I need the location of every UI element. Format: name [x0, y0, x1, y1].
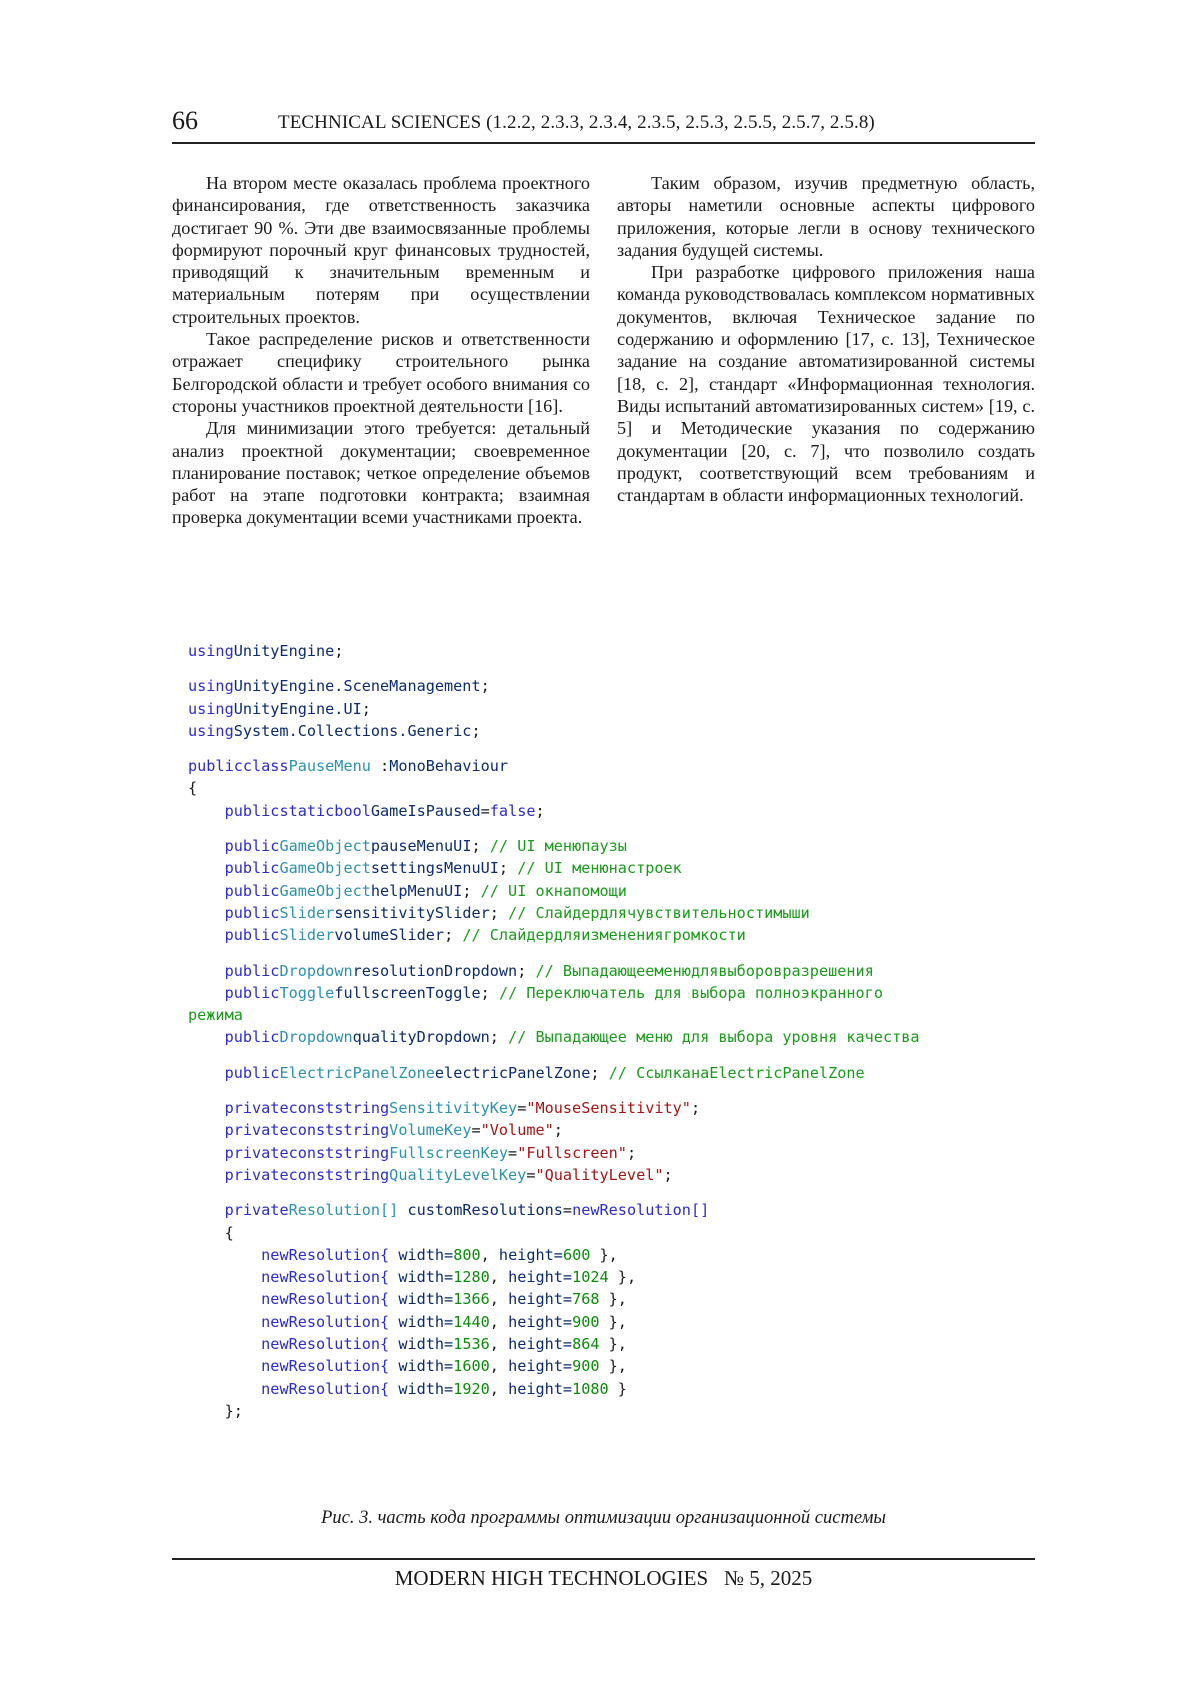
code-line: publicstaticboolGameIsPaused=false; — [224, 801, 545, 820]
code-line: privateconststringFullscreenKey="Fullscreen"; — [224, 1143, 637, 1162]
code-line: { — [224, 1223, 234, 1242]
code-line: privateconststringQualityLevelKey="QualityLevel"; — [224, 1165, 673, 1184]
paragraph: Для минимизации этого требуется: детальный анализ проектной документации; своевременное планирование поставок; четкое определение объемов работ на этапе подготовки контракта; взаимная проверка документации всеми участниками проекта. — [172, 418, 590, 528]
code-line: publicSlidervolumeSlider; // Слайдердляизменениягромкости — [224, 926, 746, 945]
page-number: 66 — [172, 106, 198, 135]
code-line: newResolution{ width=800, height=600 }, — [261, 1245, 618, 1264]
code-line: usingUnityEngine; — [188, 642, 344, 660]
code-line: publicclassPauseMenu :MonoBehaviour — [188, 757, 509, 776]
footer-journal: MODERN HIGH TECHNOLOGIES — [394, 1566, 709, 1590]
code-line: newResolution{ width=1600, height=900 }, — [261, 1357, 627, 1376]
code-line: }; — [224, 1401, 243, 1420]
code-line: usingSystem.Collections.Generic; — [188, 721, 481, 740]
footer-issue: № 5, 2025 — [723, 1566, 813, 1590]
code-line: newResolution{ width=1280, height=1024 }, — [261, 1268, 637, 1287]
code-line: privateResolution[] customResolutions=newResolution[] — [224, 1201, 710, 1220]
code-line: publicTogglefullscreenToggle; // Переключатель для выбора полноэкранного — [224, 983, 883, 1002]
paragraph: При разработке цифрового приложения наша команда руководствовалась комплексом нормативных документов, включая Техническое задание по содержанию и оформлению [17, с. 13], Техническое задание на создание автоматизированной системы [18, с. 2], стандарт «Информационная технология. Виды испытаний автоматизированных систем» [19, с. 5] и Методические указания по содержанию документации [20, с. 7], что позволило создать продукт, соответствующий всем требованиям и стандартам в области информационных технологий. — [617, 262, 1035, 506]
code-line: publicElectricPanelZoneelectricPanelZone; // СсылканаElectricPanelZone — [224, 1063, 865, 1082]
running-header — [172, 104, 1035, 144]
code-line: newResolution{ width=1536, height=864 }, — [261, 1335, 627, 1354]
running-footer — [172, 1558, 1035, 1591]
right-column — [617, 172, 1035, 506]
code-line: publicDropdownresolutionDropdown; // Выпадающееменюдлявыборовразрешения — [224, 961, 874, 980]
code-line: publicDropdownqualityDropdown; // Выпадающее меню для выбора уровня качества — [224, 1028, 920, 1047]
code-line: usingUnityEngine.SceneManagement; — [188, 677, 490, 696]
code-line: newResolution{ width=1440, height=900 }, — [261, 1312, 627, 1331]
code-line: usingUnityEngine.UI; — [188, 699, 371, 718]
figure-caption: Рис. 3. часть кода программы оптимизации организационной системы — [321, 1508, 886, 1528]
code-line: privateconststringVolumeKey="Volume"; — [224, 1121, 563, 1140]
code-line: publicGameObjectsettingsMenuUI; // UI менюнастроек — [224, 859, 682, 878]
paragraph: Таким образом, изучив предметную область, авторы наметили основные аспекты цифрового приложения, которые легли в основу технического задания будущей системы. — [617, 173, 1035, 260]
code-line: publicGameObjectpauseMenuUI; // UI менюпаузы — [224, 837, 627, 856]
code-line: { — [188, 779, 198, 798]
code-listing — [188, 640, 1068, 1422]
code-line: publicGameObjecthelpMenuUI; // UI окнапомощи — [224, 881, 627, 900]
code-line: publicSlidersensitivitySlider; // Слайдердлячувствительностимыши — [224, 903, 810, 922]
code-line: режима — [188, 1006, 243, 1025]
paragraph: Такое распределение рисков и ответственности отражает специфику строительного рынка Белгородской области и требует особого внимания со стороны участников проектной деятельности [16]. — [172, 329, 590, 416]
code-line: newResolution{ width=1920, height=1080 } — [261, 1379, 627, 1398]
code-line: newResolution{ width=1366, height=768 }, — [261, 1290, 627, 1309]
left-column — [172, 172, 590, 529]
code-line: privateconststringSensitivityKey="MouseSensitivity"; — [224, 1099, 701, 1118]
paragraph: На втором месте оказалась проблема проектного финансирования, где ответственность заказчика достигает 90 %. Эти две взаимосвязанные проблемы формируют порочный круг финансовых трудностей, приводящий к значительным временным и материальным потерям при осуществлении строительных проектов. — [172, 173, 590, 327]
journal-section: TECHNICAL SCIENCES (1.2.2, 2.3.3, 2.3.4, 2.3.5, 2.5.3, 2.5.5, 2.5.7, 2.5.8) — [278, 112, 875, 133]
